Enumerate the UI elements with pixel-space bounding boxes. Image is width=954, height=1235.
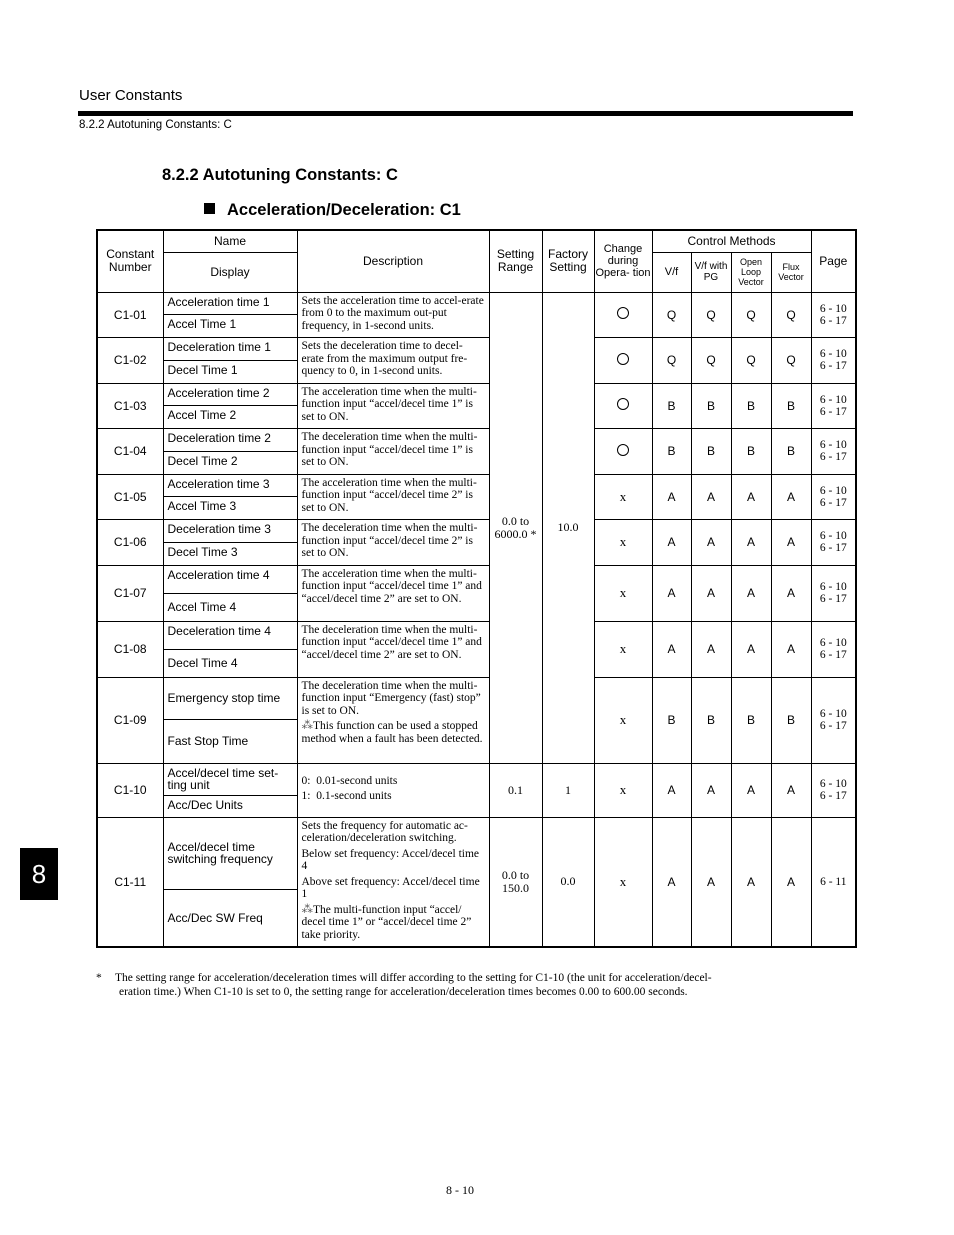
change-during-operation xyxy=(594,338,652,384)
circle-icon xyxy=(617,398,629,410)
col-name: Name xyxy=(163,230,297,252)
header-section-ref: 8.2.2 Autotuning Constants: C xyxy=(79,119,232,131)
x-mark: x xyxy=(619,873,627,889)
olv-access: A xyxy=(731,621,771,677)
vf-pg-access: A xyxy=(691,621,731,677)
footnote-line-2: eration time.) When C1-10 is set to 0, the setting range for acceleration/deceleration times becomes 0.00 to 600.00 seconds. xyxy=(119,986,688,998)
constant-name: Deceleration time 4 xyxy=(163,621,297,649)
col-constant-number: Constant Number xyxy=(97,230,163,292)
col-setting-range: Setting Range xyxy=(489,230,542,292)
table-row xyxy=(97,621,856,649)
flux-access: Q xyxy=(771,292,811,338)
constant-description: Sets the deceleration time to decel-erate from the maximum output fre-quency to 0, in 1-second units. xyxy=(297,338,489,384)
change-during-operation xyxy=(594,817,652,947)
flux-access: A xyxy=(771,621,811,677)
page-ref: 6 - 10 6 - 17 xyxy=(811,677,856,763)
constant-description: 0: 0.01-second units 1: 0.1-second units xyxy=(297,763,489,817)
square-bullet-icon xyxy=(204,203,215,214)
olv-access: B xyxy=(731,677,771,763)
constant-name: Emergency stop time xyxy=(163,677,297,719)
vf-pg-access: Q xyxy=(691,338,731,384)
constant-number: C1-04 xyxy=(97,429,163,475)
olv-access: B xyxy=(731,429,771,475)
table-row xyxy=(97,292,856,315)
vf-pg-access: A xyxy=(691,817,731,947)
vf-pg-access: Q xyxy=(691,292,731,338)
vf-pg-access: A xyxy=(691,565,731,621)
change-during-operation xyxy=(594,565,652,621)
olv-access: A xyxy=(731,474,771,520)
olv-access: A xyxy=(731,520,771,566)
table-row xyxy=(97,429,856,452)
olv-access: Q xyxy=(731,292,771,338)
flux-access: B xyxy=(771,383,811,429)
vf-pg-access: A xyxy=(691,474,731,520)
flux-access: B xyxy=(771,677,811,763)
setting-range-shared: 0.0 to 6000.0 * xyxy=(489,292,542,763)
factory-setting: 1 xyxy=(542,763,594,817)
col-factory-setting: Factory Setting xyxy=(542,230,594,292)
constant-display: Accel Time 3 xyxy=(163,497,297,520)
constant-display: Accel Time 1 xyxy=(163,315,297,338)
constant-display: Decel Time 1 xyxy=(163,360,297,383)
x-mark: x xyxy=(619,534,627,550)
constant-description: The deceleration time when the multi-function input “Emergency (fast) stop” is set to ON. ⁂This function can be used a stopped method when a fault has been detected. xyxy=(297,677,489,763)
constant-number: C1-10 xyxy=(97,763,163,817)
constant-number: C1-01 xyxy=(97,292,163,338)
constant-description: The deceleration time when the multi-function input “accel/decel time 1” and “accel/decel time 2” are set to ON. xyxy=(297,621,489,677)
change-during-operation xyxy=(594,621,652,677)
vf-access: B xyxy=(652,429,691,475)
constant-description: The acceleration time when the multi-function input “accel/decel time 2” is set to ON. xyxy=(297,474,489,520)
vf-pg-access: B xyxy=(691,383,731,429)
constant-number: C1-02 xyxy=(97,338,163,384)
col-description: Description xyxy=(297,230,489,292)
subsection-title-text: Acceleration/Deceleration: C1 xyxy=(227,201,461,219)
table-row xyxy=(97,383,856,406)
factory-setting: 0.0 xyxy=(542,817,594,947)
vf-access: A xyxy=(652,621,691,677)
constant-number: C1-05 xyxy=(97,474,163,520)
constant-description: The deceleration time when the multi-function input “accel/decel time 2” is set to ON. xyxy=(297,520,489,566)
constant-number: C1-07 xyxy=(97,565,163,621)
vf-pg-access: B xyxy=(691,677,731,763)
constant-description: The deceleration time when the multi-function input “accel/decel time 1” is set to ON. xyxy=(297,429,489,475)
page-ref: 6 - 10 6 - 17 xyxy=(811,338,856,384)
constant-display: Decel Time 3 xyxy=(163,542,297,565)
constant-display: Acc/Dec SW Freq xyxy=(163,889,297,947)
setting-range: 0.0 to 150.0 xyxy=(489,817,542,947)
table-row xyxy=(97,817,856,889)
col-control-methods: Control Methods xyxy=(652,230,811,252)
x-mark: x xyxy=(619,488,627,504)
constant-display: Decel Time 2 xyxy=(163,451,297,474)
header-title: User Constants xyxy=(79,87,183,104)
page-ref: 6 - 11 xyxy=(811,817,856,947)
constant-name: Acceleration time 3 xyxy=(163,474,297,497)
constant-name: Accel/decel time switching frequency xyxy=(163,817,297,889)
page-ref: 6 - 10 6 - 17 xyxy=(811,429,856,475)
constant-number: C1-08 xyxy=(97,621,163,677)
flux-access: B xyxy=(771,429,811,475)
x-mark: x xyxy=(619,641,627,656)
table-row xyxy=(97,520,856,543)
col-open-loop-vector: Open Loop Vector xyxy=(731,252,771,292)
x-mark: x xyxy=(619,585,627,600)
vf-access: Q xyxy=(652,292,691,338)
vf-access: A xyxy=(652,474,691,520)
constant-number: C1-06 xyxy=(97,520,163,566)
constant-name: Deceleration time 2 xyxy=(163,429,297,452)
vf-pg-access: A xyxy=(691,520,731,566)
constant-name: Deceleration time 1 xyxy=(163,338,297,361)
col-vf: V/f xyxy=(652,252,691,292)
circle-icon xyxy=(617,307,629,319)
olv-access: A xyxy=(731,817,771,947)
table-row xyxy=(97,677,856,719)
chapter-tab: 8 xyxy=(20,848,58,900)
flux-access: A xyxy=(771,763,811,817)
table-row xyxy=(97,565,856,593)
change-during-operation xyxy=(594,474,652,520)
constant-description: Sets the frequency for automatic ac-celeration/deceleration switching. Below set frequency: Accel/decel time 4 Above set frequency: Accel/decel time 1 ⁂The multi-function input “accel/ decel time 1” or “accel/decel time 2” take priority. xyxy=(297,817,489,947)
vf-access: A xyxy=(652,763,691,817)
circle-icon xyxy=(617,444,629,456)
factory-setting-shared: 10.0 xyxy=(542,292,594,763)
constant-name: Deceleration time 3 xyxy=(163,520,297,543)
change-during-operation xyxy=(594,520,652,566)
page-ref: 6 - 10 6 - 17 xyxy=(811,520,856,566)
constant-display: Accel Time 4 xyxy=(163,593,297,621)
header-rule xyxy=(78,111,853,116)
footnote-line-1: The setting range for acceleration/deceleration times will differ according to the setting for C1-10 (the unit for acceleration/decel- xyxy=(115,972,712,984)
constant-display: Fast Stop Time xyxy=(163,719,297,763)
page-ref: 6 - 10 6 - 17 xyxy=(811,565,856,621)
page-number: 8 - 10 xyxy=(446,1183,474,1197)
flux-access: A xyxy=(771,817,811,947)
change-during-operation xyxy=(594,763,652,817)
col-flux-vector: Flux Vector xyxy=(771,252,811,292)
setting-range: 0.1 xyxy=(489,763,542,817)
col-change-during-operation: Change during Opera- tion xyxy=(594,230,652,292)
constant-number: C1-09 xyxy=(97,677,163,763)
page-ref: 6 - 10 6 - 17 xyxy=(811,621,856,677)
constants-table xyxy=(96,229,857,948)
page-ref: 6 - 10 6 - 17 xyxy=(811,474,856,520)
change-during-operation xyxy=(594,429,652,475)
constant-description: The acceleration time when the multi-function input “accel/decel time 1” and “accel/decel time 2” are set to ON. xyxy=(297,565,489,621)
constant-display: Accel Time 2 xyxy=(163,406,297,429)
x-mark: x xyxy=(619,712,627,727)
note-icon: ⁂ xyxy=(301,720,313,732)
page-ref: 6 - 10 6 - 17 xyxy=(811,383,856,429)
olv-access: Q xyxy=(731,338,771,384)
olv-access: B xyxy=(731,383,771,429)
vf-access: A xyxy=(652,565,691,621)
col-display: Display xyxy=(163,252,297,292)
vf-pg-access: B xyxy=(691,429,731,475)
constant-name: Accel/decel time set-ting unit xyxy=(163,763,297,795)
subsection-title xyxy=(204,201,461,220)
constant-number: C1-11 xyxy=(97,817,163,947)
vf-access: Q xyxy=(652,338,691,384)
change-during-operation xyxy=(594,677,652,763)
flux-access: A xyxy=(771,520,811,566)
table-row xyxy=(97,474,856,497)
constant-display: Decel Time 4 xyxy=(163,649,297,677)
vf-access: B xyxy=(652,677,691,763)
vf-pg-access: A xyxy=(691,763,731,817)
flux-access: Q xyxy=(771,338,811,384)
olv-access: A xyxy=(731,565,771,621)
circle-icon xyxy=(617,353,629,365)
flux-access: A xyxy=(771,565,811,621)
footnote xyxy=(96,971,776,999)
section-title: 8.2.2 Autotuning Constants: C xyxy=(162,166,398,184)
constant-display: Acc/Dec Units xyxy=(163,795,297,817)
vf-access: A xyxy=(652,817,691,947)
flux-access: A xyxy=(771,474,811,520)
footnote-mark: * xyxy=(96,972,102,984)
change-during-operation xyxy=(594,383,652,429)
table-row xyxy=(97,763,856,795)
vf-access: B xyxy=(652,383,691,429)
constant-name: Acceleration time 4 xyxy=(163,565,297,593)
col-page: Page xyxy=(811,230,856,292)
constant-number: C1-03 xyxy=(97,383,163,429)
x-mark: x xyxy=(619,782,627,797)
page-ref: 6 - 10 6 - 17 xyxy=(811,292,856,338)
page-ref: 6 - 10 6 - 17 xyxy=(811,763,856,817)
constant-name: Acceleration time 2 xyxy=(163,383,297,406)
col-vf-pg: V/f with PG xyxy=(691,252,731,292)
vf-access: A xyxy=(652,520,691,566)
note-icon: ⁂ xyxy=(301,903,313,916)
table-row xyxy=(97,338,856,361)
constant-description: The acceleration time when the multi-function input “accel/decel time 1” is set to ON. xyxy=(297,383,489,429)
olv-access: A xyxy=(731,763,771,817)
constant-name: Acceleration time 1 xyxy=(163,292,297,315)
change-during-operation xyxy=(594,292,652,338)
constant-description: Sets the acceleration time to accel-erate from 0 to the maximum out-put frequency, in 1-second units. xyxy=(297,292,489,338)
